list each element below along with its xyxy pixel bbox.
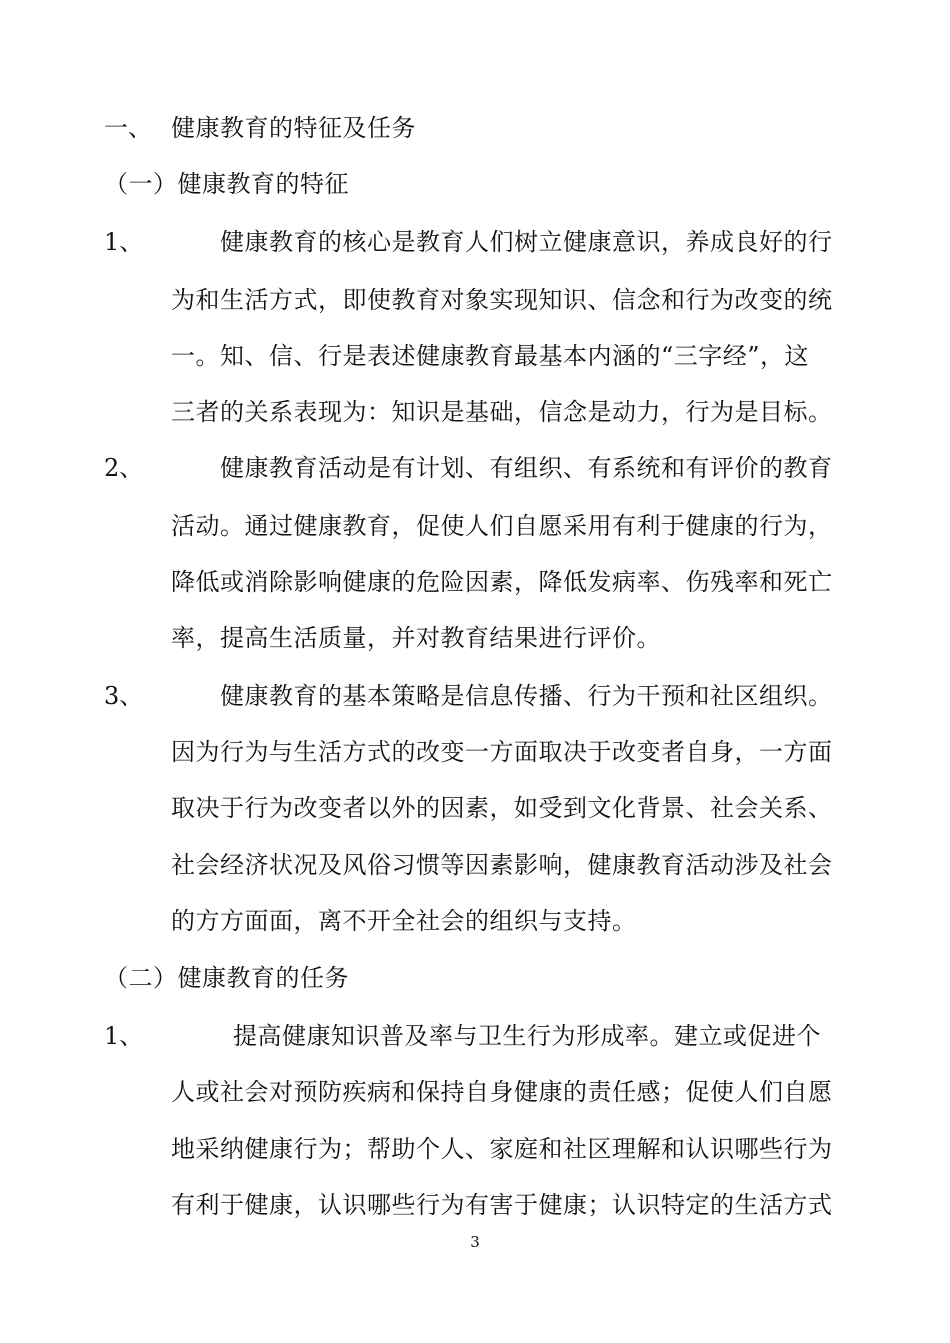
paragraph-line: 为和生活方式，即使教育对象实现知识、信念和行为改变的统 bbox=[171, 286, 833, 314]
page-number: 3 bbox=[470, 1233, 480, 1251]
paragraph-line: 率，提高生活质量，并对教育结果进行评价。 bbox=[171, 624, 661, 652]
paragraph-line: 地采纳健康行为；帮助个人、家庭和社区理解和认识哪些行为 bbox=[171, 1135, 833, 1163]
paragraph-line: 健康教育活动是有计划、有组织、有系统和有评价的教育 bbox=[220, 454, 833, 482]
paragraph-line: 降低或消除影响健康的危险因素，降低发病率、伤残率和死亡 bbox=[171, 568, 833, 596]
paragraph-line: 的方方面面，离不开全社会的组织与支持。 bbox=[171, 907, 637, 935]
paragraph-line: 有利于健康，认识哪些行为有害于健康；认识特定的生活方式 bbox=[171, 1191, 833, 1219]
item-number: 1、 bbox=[104, 228, 144, 256]
paragraph-line: 健康教育的核心是教育人们树立健康意识，养成良好的行 bbox=[220, 228, 833, 256]
item-number: 1、 bbox=[104, 1022, 144, 1050]
subsection-heading: （一）健康教育的特征 bbox=[104, 170, 349, 198]
paragraph-line: 取决于行为改变者以外的因素，如受到文化背景、社会关系、 bbox=[171, 794, 833, 822]
section-title: 健康教育的特征及任务 bbox=[171, 114, 416, 142]
paragraph-line: 活动。通过健康教育，促使人们自愿采用有利于健康的行为， bbox=[171, 512, 833, 540]
paragraph-line: 三者的关系表现为：知识是基础，信念是动力，行为是目标。 bbox=[171, 398, 833, 426]
item-number: 3、 bbox=[104, 682, 144, 710]
paragraph-line: 提高健康知识普及率与卫生行为形成率。建立或促进个 bbox=[233, 1022, 821, 1050]
item-number: 2、 bbox=[104, 454, 144, 482]
paragraph-line: 健康教育的基本策略是信息传播、行为干预和社区组织。 bbox=[220, 682, 833, 710]
paragraph-line: 社会经济状况及风俗习惯等因素影响，健康教育活动涉及社会 bbox=[171, 851, 833, 879]
paragraph-line: 一。知、信、行是表述健康教育最基本内涵的“三字经”，这 bbox=[171, 342, 810, 370]
paragraph-line: 因为行为与生活方式的改变一方面取决于改变者自身，一方面 bbox=[171, 738, 833, 766]
paragraph-line: 人或社会对预防疾病和保持自身健康的责任感；促使人们自愿 bbox=[171, 1078, 833, 1106]
section-number: 一、 bbox=[104, 114, 152, 142]
subsection-heading: （二）健康教育的任务 bbox=[104, 964, 349, 992]
